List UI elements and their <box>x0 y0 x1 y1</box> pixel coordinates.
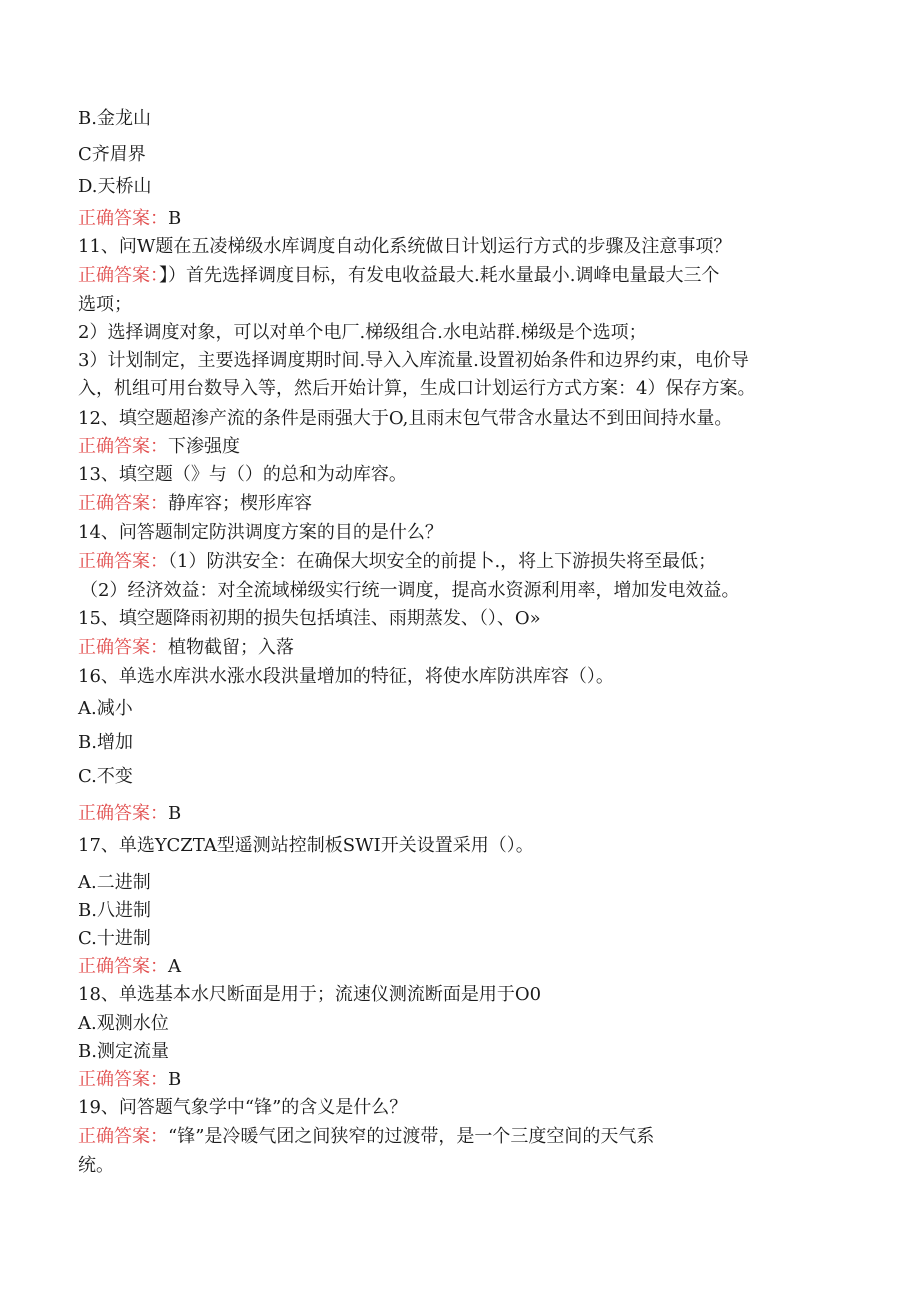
answer-value: B <box>168 1069 182 1090</box>
answer-label: 正确答案： <box>78 436 168 457</box>
q16-option-c: C.不变 <box>78 766 133 787</box>
q19-answer-continuation: 统。 <box>78 1155 114 1176</box>
answer-label: 正确答案： <box>78 493 168 514</box>
q10-option-b: B.金龙山 <box>78 108 151 129</box>
answer-label: 正确答案： <box>78 265 159 286</box>
q18-question: 18、单选基本水尺断面是用于；流速仪测流断面是用于O0 <box>78 984 542 1005</box>
q17-question: 17、单选YCZTA型遥测站控制板SWI开关设置采用（）。 <box>78 835 534 856</box>
q11-answer-line <box>78 265 719 287</box>
q11-answer-continuation: 选项； <box>78 294 132 315</box>
q13-question: 13、填空题（》与（）的总和为动库容。 <box>78 464 407 485</box>
answer-value: B <box>168 803 182 824</box>
answer-value: “锋”是冷暖气团之间狭窄的过渡带，是一个三度空间的天气系 <box>168 1126 655 1147</box>
q10-option-c: C齐眉界 <box>78 144 146 165</box>
answer-label: 正确答案： <box>78 208 168 229</box>
q18-option-a: A.观测水位 <box>78 1013 169 1034</box>
q16-option-a: A.减小 <box>78 698 133 719</box>
q12-answer-line <box>78 436 240 458</box>
answer-value: 下渗强度 <box>168 436 240 457</box>
answer-value: 】）首先选择调度目标，有发电收益最大.耗水量最小.调峰电量最大三个 <box>159 265 720 286</box>
q15-answer-line <box>78 637 294 659</box>
q16-question: 16、单选水库洪水涨水段洪量增加的特征，将使水库防洪库容（）。 <box>78 666 614 687</box>
q12-question: 12、填空题超渗产流的条件是雨强大于O,且雨末包气带含水量达不到田间持水量。 <box>78 408 733 429</box>
q16-answer-line <box>78 803 181 825</box>
answer-value: A <box>168 956 181 977</box>
answer-value: （1）防洪安全：在确保大坝安全的前提卜.，将上下游损失将至最低； <box>168 551 717 572</box>
q15-question: 15、填空题降雨初期的损失包括填洼、雨期蒸发、（）、O» <box>78 608 541 629</box>
q10-option-d: D.天桥山 <box>78 176 152 197</box>
q11-question: 11、问W题在五凌梯级水库调度自动化系统做日计划运行方式的步骤及注意事项？ <box>78 236 732 257</box>
q19-answer-line <box>78 1126 654 1148</box>
answer-label: 正确答案： <box>78 803 168 824</box>
q18-answer-line <box>78 1069 181 1091</box>
q14-answer-line <box>78 551 716 573</box>
q14-question: 14、问答题制定防洪调度方案的目的是什么？ <box>78 522 443 543</box>
q17-answer-line <box>78 956 181 978</box>
answer-label: 正确答案： <box>78 956 168 977</box>
answer-label: 正确答案： <box>78 1126 168 1147</box>
answer-value: B <box>168 208 182 229</box>
q19-question: 19、问答题气象学中“锋”的含义是什么？ <box>78 1097 408 1118</box>
q17-option-a: A.二进制 <box>78 872 151 893</box>
q11-answer-continuation: 3）计划制定，主要选择调度期时间.导入入库流量.设置初始条件和边界约束，电价导 <box>78 350 749 371</box>
answer-label: 正确答案： <box>78 637 168 658</box>
q17-option-b: B.八进制 <box>78 900 151 921</box>
answer-value: 静库容；楔形库容 <box>168 493 312 514</box>
q13-answer-line <box>78 493 312 515</box>
q11-answer-continuation: 2）选择调度对象，可以对单个电厂.梯级组合.水电站群.梯级是个选项； <box>78 322 647 343</box>
answer-label: 正确答案： <box>78 551 168 572</box>
answer-label: 正确答案： <box>78 1069 168 1090</box>
q18-option-b: B.测定流量 <box>78 1041 169 1062</box>
q14-answer-continuation: （2）经济效益：对全流域梯级实行统一调度，提高水资源利用率，增加发电效益。 <box>80 580 740 601</box>
answer-value: 植物截留；入落 <box>168 637 294 658</box>
q11-answer-continuation: 入，机组可用台数导入等，然后开始计算，生成口计划运行方式方案：4）保存方案。 <box>78 378 756 399</box>
q16-option-b: B.增加 <box>78 732 133 753</box>
q17-option-c: C.十进制 <box>78 928 151 949</box>
q10-answer-line <box>78 208 181 230</box>
